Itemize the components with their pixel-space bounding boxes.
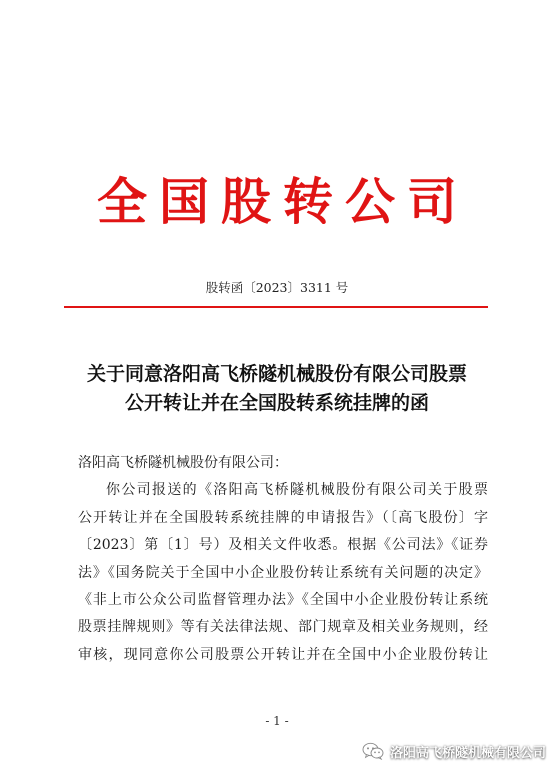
body-line: 公开转让并在全国股转系统挂牌的申请报告》（〔高飞股份〕字: [78, 509, 488, 526]
red-divider-line: [64, 306, 488, 308]
body-line: 股票挂牌规则》等有关法律法规、部门规章及相关业务规则，经: [78, 619, 488, 636]
body-line: 你公司报送的《洛阳高飞桥隧机械股份有限公司关于股票: [106, 482, 488, 499]
body-line: 法》《国务院关于全国中小企业股份转让系统有关问题的决定》: [78, 564, 488, 581]
salutation: 洛阳高飞桥隧机械股份有限公司：: [78, 455, 288, 471]
watermark-text: 洛阳高飞桥隧机械有限公司: [389, 745, 546, 761]
letter-body: [78, 450, 488, 669]
wechat-watermark: [362, 739, 546, 763]
organization-header: 全国股转公司: [97, 172, 469, 231]
body-line: 〔2023〕第〔1〕号）及相关文件收悉。根据《公司法》《证券: [78, 537, 488, 554]
letter-title-line-1: 关于同意洛阳高飞桥隧机械股份有限公司股票: [86, 363, 467, 385]
page-number: - 1 -: [265, 714, 289, 728]
wechat-icon: [362, 742, 384, 760]
body-line: 审核，现同意你公司股票公开转让并在全国中小企业股份转让: [78, 646, 488, 663]
document-number: 股转函〔2023〕3311 号: [205, 280, 349, 295]
body-line: 《非上市公众公司监督管理办法》《全国中小企业股份转让系统: [78, 592, 488, 609]
letter-title: [0, 360, 554, 418]
letter-title-line-2: 公开转让并在全国股转系统挂牌的函: [124, 392, 429, 414]
